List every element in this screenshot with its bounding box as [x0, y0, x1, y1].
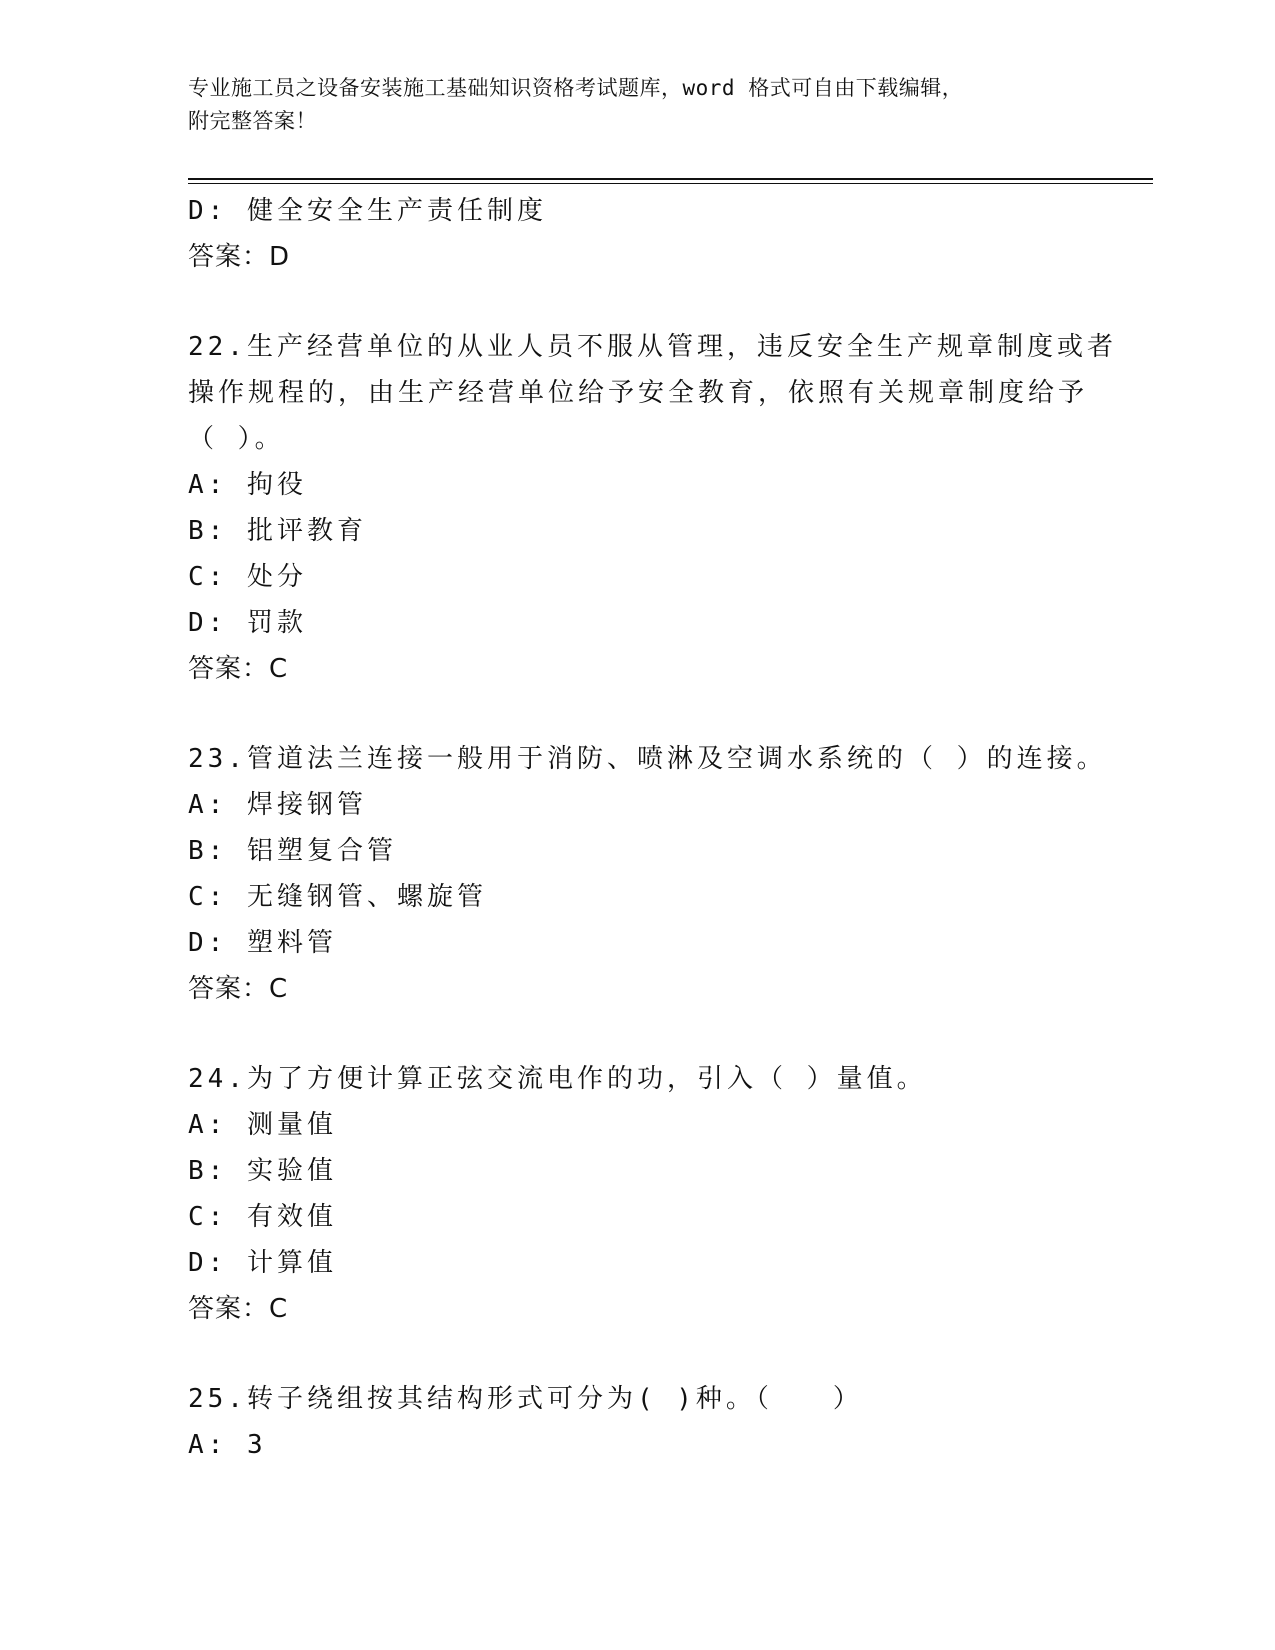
answer-line: 答案：C [188, 974, 289, 1004]
question-list [188, 188, 1117, 1468]
question-stem: （ ）。 [188, 424, 285, 454]
option-b: B: 批评教育 [188, 516, 367, 546]
spacer [188, 280, 1108, 324]
question-block [188, 1376, 1108, 1468]
answer-line: 答案：D [188, 242, 291, 272]
answer-line: 答案：C [188, 654, 289, 684]
question-stem: 操作规程的，由生产经营单位给予安全教育，依照有关规章制度给予 [188, 378, 1089, 408]
question-block [188, 1056, 1108, 1332]
option-b: B: 实验值 [188, 1156, 337, 1186]
spacer [188, 1332, 1108, 1376]
option-c: C: 处分 [188, 562, 307, 592]
question-stem: 24.为了方便计算正弦交流电作的功，引入（ ）量值。 [188, 1064, 927, 1094]
option-a: A: 拘役 [188, 470, 307, 500]
option-d: D: 健全安全生产责任制度 [188, 196, 547, 226]
header-divider-thin [188, 183, 1153, 184]
option-a: A: 3 [188, 1430, 267, 1460]
answer-line: 答案：C [188, 1294, 289, 1324]
spacer [188, 692, 1108, 736]
question-block [188, 736, 1108, 1012]
option-d: D: 罚款 [188, 608, 307, 638]
option-c: C: 无缝钢管、螺旋管 [188, 882, 487, 912]
option-d: D: 计算值 [188, 1248, 337, 1278]
header-divider-thick [188, 178, 1153, 180]
option-a: A: 焊接钢管 [188, 790, 367, 820]
option-c: C: 有效值 [188, 1202, 337, 1232]
question-stem: 25.转子绕组按其结构形式可分为( )种。（ ） [188, 1384, 863, 1414]
header-line-1: 专业施工员之设备安装施工基础知识资格考试题库，word 格式可自由下载编辑， [188, 76, 964, 100]
question-stem: 22.生产经营单位的从业人员不服从管理，违反安全生产规章制度或者 [188, 332, 1117, 362]
option-a: A: 测量值 [188, 1110, 337, 1140]
option-b: B: 铝塑复合管 [188, 836, 397, 866]
question-block [188, 324, 1117, 692]
option-d: D: 塑料管 [188, 928, 337, 958]
question-stem: 23.管道法兰连接一般用于消防、喷淋及空调水系统的（ ）的连接。 [188, 744, 1107, 774]
header-line-2: 附完整答案！ [188, 109, 317, 133]
document-header [188, 72, 1068, 138]
spacer [188, 1012, 1108, 1056]
